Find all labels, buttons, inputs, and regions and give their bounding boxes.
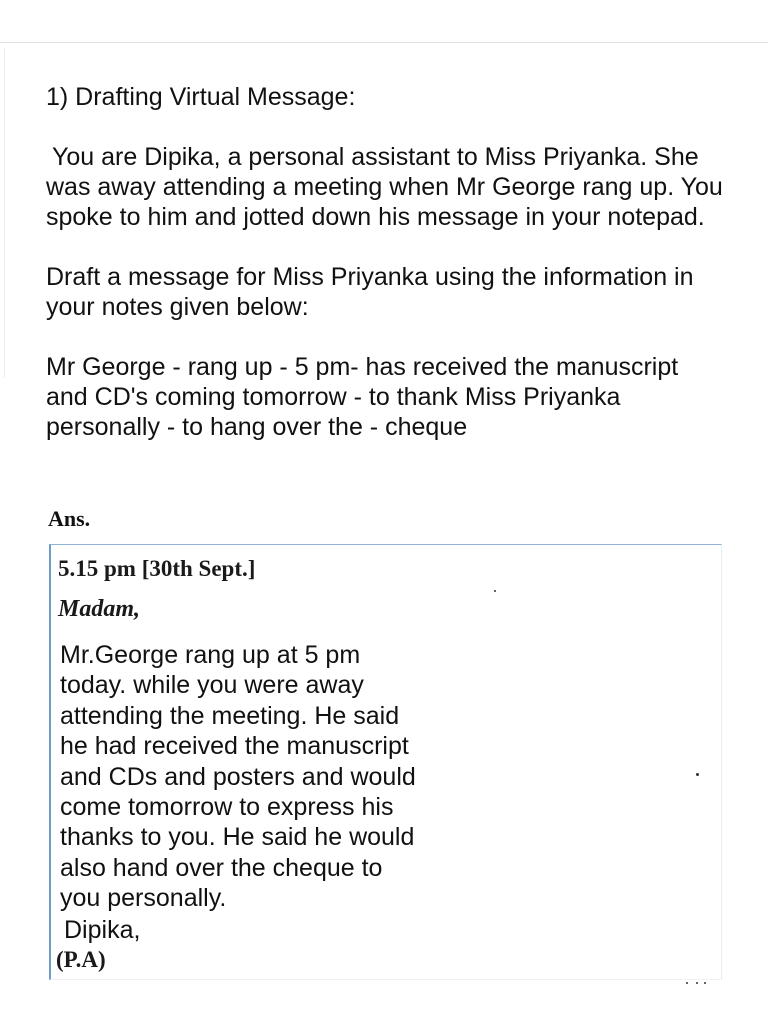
answer-body: [60, 640, 480, 914]
answer-salutation: Madam,: [58, 596, 141, 622]
question-section: [46, 82, 736, 442]
scan-speck: [494, 590, 496, 592]
question-scenario: You are Dipika, a personal assistant to Miss Priyanka. She was away attending a meeting when Mr George rang up. You spoke to him and jotted down his message in your notepad.: [46, 143, 723, 231]
answer-signature: Dipika,: [64, 916, 141, 944]
answer-line: today. while you were away: [60, 671, 364, 700]
question-instruction: Draft a message for Miss Priyanka using the information in your notes given below:: [46, 263, 694, 321]
answer-line: also hand over the cheque to: [60, 853, 383, 882]
scan-speck: [704, 982, 706, 984]
answer-line: he had received the manuscript: [60, 732, 409, 761]
scan-speck: [696, 982, 698, 984]
scan-speck: [686, 982, 688, 984]
answer-line: come tomorrow to express his: [60, 793, 394, 822]
top-divider: [0, 42, 768, 43]
question-notes: Mr George - rang up - 5 pm- has received the manuscript and CD's coming tomorrow - to thank Miss Priyanka personally - to hang over the - cheque: [46, 353, 679, 441]
answer-designation: (P.A): [56, 947, 106, 972]
answer-line: Mr.George rang up at 5 pm: [60, 641, 361, 669]
answer-line: attending the meeting. He said: [60, 701, 400, 730]
answer-label: Ans.: [48, 506, 91, 531]
answer-line: thanks to you. He said he would: [60, 823, 415, 852]
question-heading: 1) Drafting Virtual Message:: [46, 83, 356, 111]
answer-time: 5.15 pm [30th Sept.]: [58, 556, 256, 581]
scan-speck: [696, 773, 699, 776]
left-margin-line: [4, 48, 5, 378]
answer-line: and CDs and posters and would: [60, 762, 416, 791]
answer-line: you personally.: [60, 884, 227, 913]
